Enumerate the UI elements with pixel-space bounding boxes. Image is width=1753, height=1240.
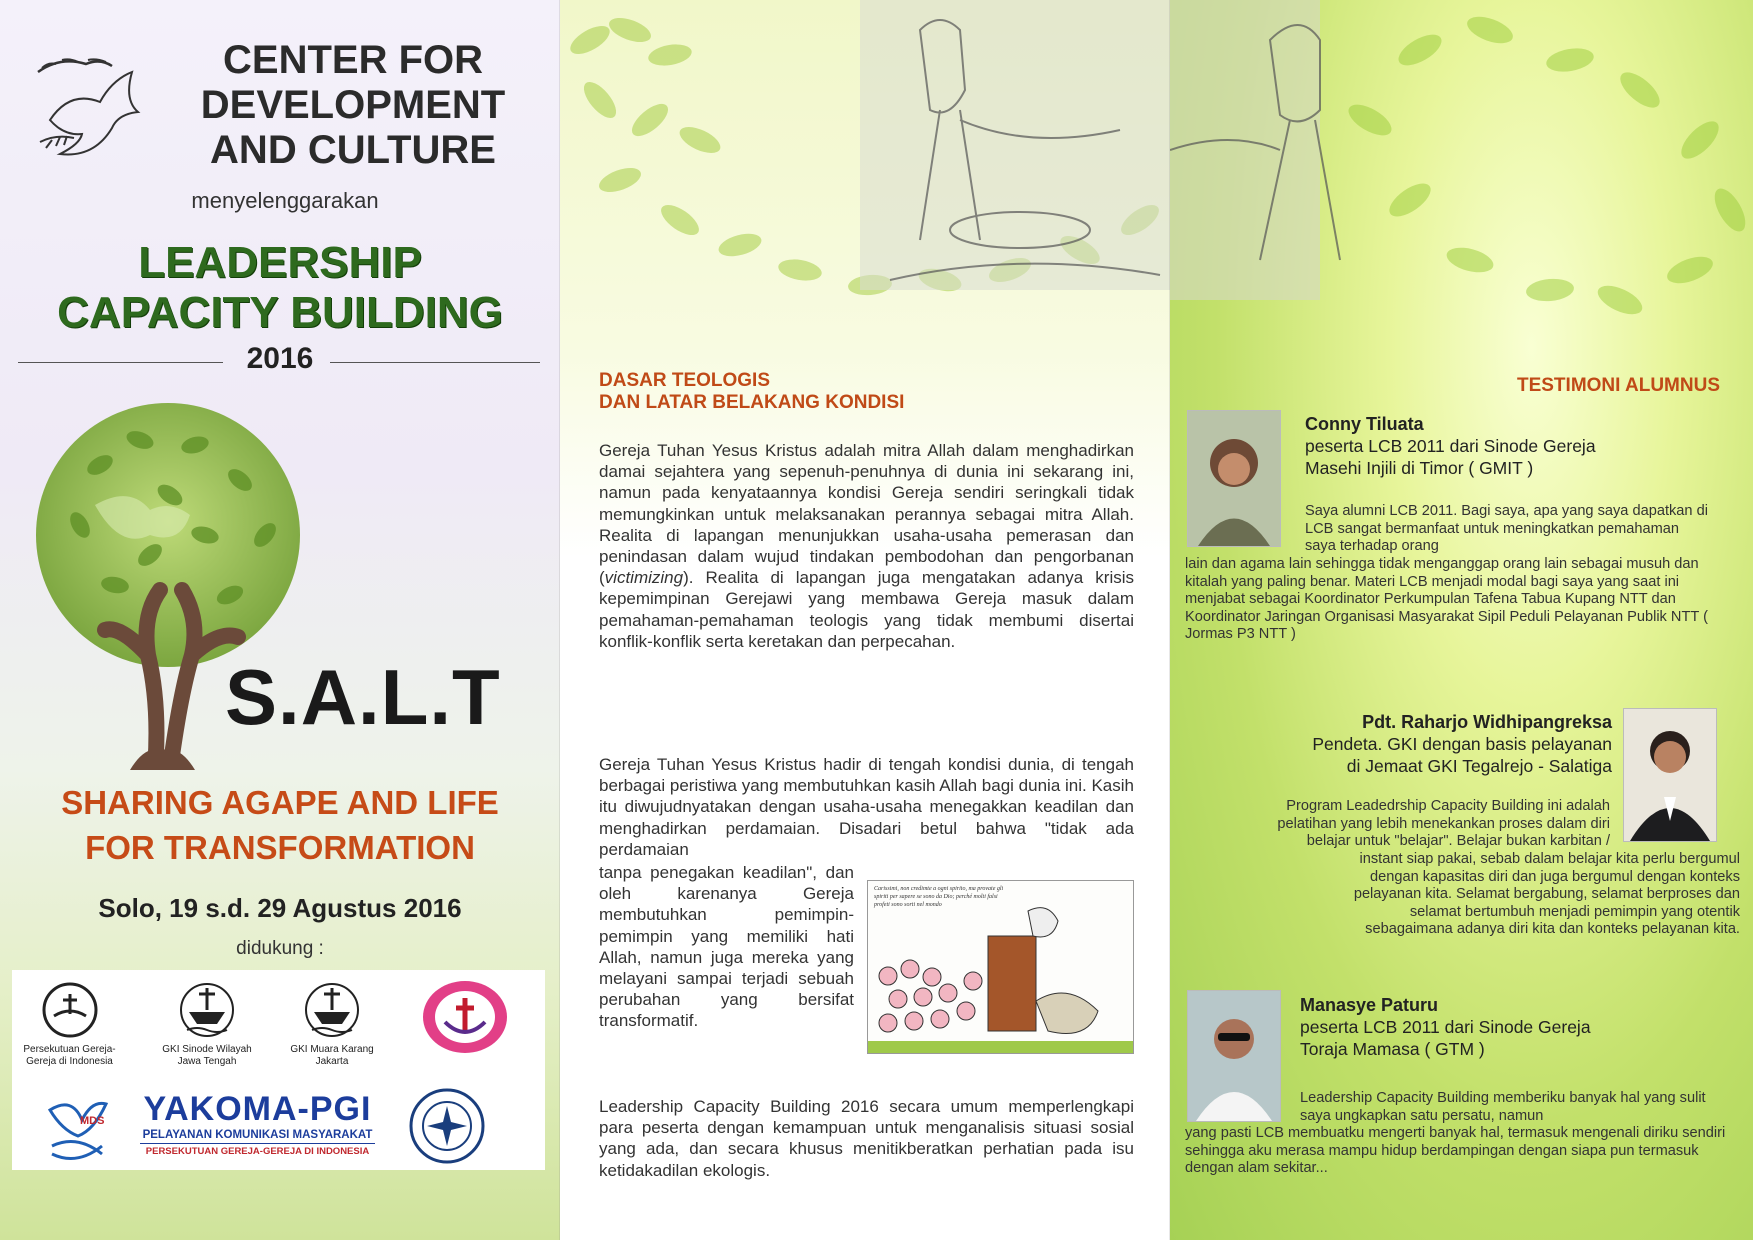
- testimonial-2-line-6: pelayanan kita. Selamat bergabung, selamat berproses dan: [1353, 886, 1740, 903]
- sponsor-pgi-label: Persekutuan Gereja-Gereja di Indonesia: [23, 1044, 116, 1067]
- yakoma-title: YAKOMA-PGI: [143, 1090, 372, 1128]
- sponsor-gki-jateng-label: GKI Sinode Wilayah Jawa Tengah: [162, 1044, 252, 1067]
- gki-logo-icon: [177, 980, 237, 1040]
- testimonial-2-line-1: Program Leadedrship Capacity Building ini adalah: [1286, 798, 1610, 814]
- testimonial-2-role-1: Pendeta. GKI dengan basis pelayanan: [1312, 734, 1612, 754]
- organizer-name: [168, 38, 538, 173]
- testimonial-2-line-8: sebagaimana adanya diri kita dan konteks pelayanan kita.: [1365, 921, 1740, 938]
- paragraph-3: Leadership Capacity Building 2016 secara umum memperlengkapi para peserta dengan kemampuan untuk menganalisis situasi sosial yang ada, dan secara khusus menitikberatkan perhatian pada isu ketidakadilan ekologis.: [599, 1097, 1134, 1180]
- organizes-label: menyelenggarakan: [191, 188, 379, 213]
- dove-logo-icon: [20, 50, 160, 170]
- engraving-decoration-icon: [1170, 0, 1753, 320]
- manasye-photo: [1187, 990, 1281, 1122]
- sponsor-logos: [12, 970, 545, 1170]
- testimonial-3-text-b: yang pasti LCB membuatku mengerti banyak hal, termasuk mengenali diriku sendiri sehingga aku merasa mampu hidup berdampingan dengan siapa pun termasuk dengan alam sekitar...: [1185, 1125, 1726, 1177]
- cartoon-caption: Carissimi, non credimte a ogni spirito, ma provate gli spiriti per sapere se sono da Dio; perché molti falsi profeti sono sorti nel mondo: [874, 886, 1004, 908]
- cartoon-illustration: [867, 880, 1134, 1054]
- paragraph-2-side: tanpa penegakan keadilan", dan oleh karenanya Gereja membutuhkan pemimpin-pemimpin yang memiliki hati Allah, namun juga mereka yang melayani sampai terjadi sebuah perubahan yang bersifat transformatif.: [599, 863, 854, 1031]
- sponsor-mds: [42, 1090, 112, 1175]
- sponsor-gki-muara-karang-label: GKI Muara Karang Jakarta: [290, 1044, 374, 1067]
- program-title-line-2: CAPACITY BUILDING: [57, 288, 503, 337]
- sponsor-pgi: [12, 980, 127, 1068]
- sponsor-gki-jateng: [152, 980, 262, 1068]
- section-heading-line-1: DASAR TEOLOGIS: [599, 370, 771, 391]
- testimonial-1-role-1: peserta LCB 2011 dari Sinode Gereja: [1305, 436, 1596, 456]
- testimonial-2-name: Pdt. Raharjo Widhipangreksa: [1362, 712, 1612, 732]
- testimonial-3-text-a: Leadership Capacity Building memberiku banyak hal yang sulit saya ungkapkan satu persatu, namun: [1300, 1090, 1706, 1124]
- supported-by-label: didukung :: [236, 938, 324, 959]
- paragraph-1-part-a: Gereja Tuhan Yesus Kristus adalah mitra Allah dalam menghadirkan damai sejahtera yang sepenuh-penuhnya di dunia ini sekarang ini, namun pada kenyataannya kondisi Gereja sendiri seringkali tidak memungkinkan untuk melaksanakan perannya sebagai mitra Allah. Realita di lapangan menunjukkan usaha-usaha pemerasan dan penindasan dalam wujud tindakan pembodohan dan pengorbanan (: [599, 441, 1134, 588]
- testimonial-2-text: [1170, 798, 1610, 851]
- yakoma-subtitle: PELAYANAN KOMUNIKASI MASYARAKAT: [142, 1129, 373, 1141]
- section-heading-line-2: DAN LATAR BELAKANG KONDISI: [599, 392, 905, 413]
- testimonial-3-role-2: Toraja Mamasa ( GTM ): [1300, 1039, 1485, 1059]
- jaringan-seal-logo-icon: [407, 1086, 487, 1166]
- organizer-line-1: CENTER FOR: [223, 38, 483, 82]
- paragraph-1-italic: victimizing: [604, 568, 684, 588]
- gki-muara-karang-logo-icon: [302, 980, 362, 1040]
- program-acronym: S.A.L.T: [225, 653, 501, 741]
- testimonial-1-role-2: Masehi Injili di Timor ( GMIT ): [1305, 458, 1534, 478]
- middle-panel: [560, 0, 1170, 1240]
- testimonial-2-role-2: di Jemaat GKI Tegalrejo - Salatiga: [1346, 756, 1612, 776]
- leaf-wreath-decoration-icon: [560, 0, 1170, 330]
- testimonial-2-line-5: dengan kapasitas diri dan juga bergumul dengan konteks: [1370, 868, 1740, 885]
- yakoma-subtitle-2: PERSEKUTUAN GEREJA-GEREJA DI INDONESIA: [140, 1143, 375, 1157]
- program-year: 2016: [246, 342, 314, 375]
- organizer-line-3: AND CULTURE: [210, 128, 496, 172]
- theme-line-1: SHARING AGAPE AND LIFE: [61, 784, 499, 821]
- church-emblem-logo-icon: [420, 978, 510, 1056]
- raharjo-photo: [1623, 708, 1717, 842]
- raharjo-portrait-icon: [1624, 709, 1716, 841]
- testimonial-2-line-7: selamat bertumbuh menjadi pemimpin yang otentik: [1409, 903, 1740, 920]
- testimonial-2-line-3: belajar untuk "belajar". Belajar bukan karbitan /: [1306, 833, 1610, 850]
- sponsor-gki-muara-karang: [282, 980, 382, 1068]
- organizer-line-2: DEVELOPMENT: [200, 83, 506, 127]
- paragraph-2-top: Gereja Tuhan Yesus Kristus hadir di tengah kondisi dunia, di tengah berbagai peristiwa yang membutuhkan kasih Allah bagi dunia ini. Kasih itu diwujudnyatakan dengan usaha-usaha menegakkan keadilan dan menghadirkan perdamaian. Disadari betul bahwa "tidak ada perdamaian: [599, 755, 1134, 859]
- oikoumene-logo-icon: [40, 980, 100, 1040]
- testimonials-heading: TESTIMONI ALUMNUS: [1516, 375, 1720, 396]
- testimonial-3-name: Manasye Paturu: [1300, 995, 1439, 1015]
- cover-panel: [0, 0, 560, 1240]
- testimonial-2-line-2: pelatihan yang lebih menekankan proses dalam diri: [1277, 815, 1610, 832]
- conny-portrait-icon: [1188, 411, 1280, 546]
- program-title-line-1: LEADERSHIP: [138, 238, 422, 287]
- testimonial-2-line-4: instant siap pakai, sebab dalam belajar kita perlu bergumul: [1359, 851, 1740, 867]
- paragraph-1: [599, 440, 1134, 652]
- paragraph-1-part-b: ). Realita di lapangan juga mengatakan adanya krisis kepemimpinan Gerejawi yang membawa Gereja masuk dalam pemahaman-pemahaman teologis yang tidak membumi disertai konflik-konflik serta keretakan dan perpecahan.: [599, 568, 1134, 651]
- mds-logo-icon: [42, 1090, 112, 1170]
- manasye-portrait-icon: [1188, 991, 1280, 1121]
- testimonial-2-text-wide: [1170, 851, 1740, 939]
- testimonial-3-role-1: peserta LCB 2011 dari Sinode Gereja: [1300, 1017, 1591, 1037]
- mds-logo-text: MDS: [80, 1115, 105, 1127]
- conny-photo: [1187, 410, 1281, 547]
- sponsor-yakoma: [140, 1090, 375, 1157]
- theme-line-2: FOR TRANSFORMATION: [85, 829, 475, 866]
- event-place-date: Solo, 19 s.d. 29 Agustus 2016: [98, 893, 462, 923]
- testimonials-panel: [1170, 0, 1753, 1240]
- testimonial-1-text-a: Saya alumni LCB 2011. Bagi saya, apa yang saya dapatkan di LCB sangat bermanfaat untuk meningkatkan pemahaman saya terhadap orang: [1305, 503, 1708, 555]
- testimonial-1-text-b: lain dan agama lain sehingga tidak menganggap orang lain sebagai musuh dan kitalah yang paling benar. Materi LCB menjadi modal bagi saya yang saat ini menjabat sebagai Koordinator Perkumpulan Tafena Tabua Kupang NTT dan Koordinator Jaringan Organisasi Masyarakat Sipil Peduli Pelayanan Publik NTT ( Jormas P3 NTT ): [1185, 556, 1708, 643]
- testimonial-1-name: Conny Tiluata: [1305, 414, 1424, 434]
